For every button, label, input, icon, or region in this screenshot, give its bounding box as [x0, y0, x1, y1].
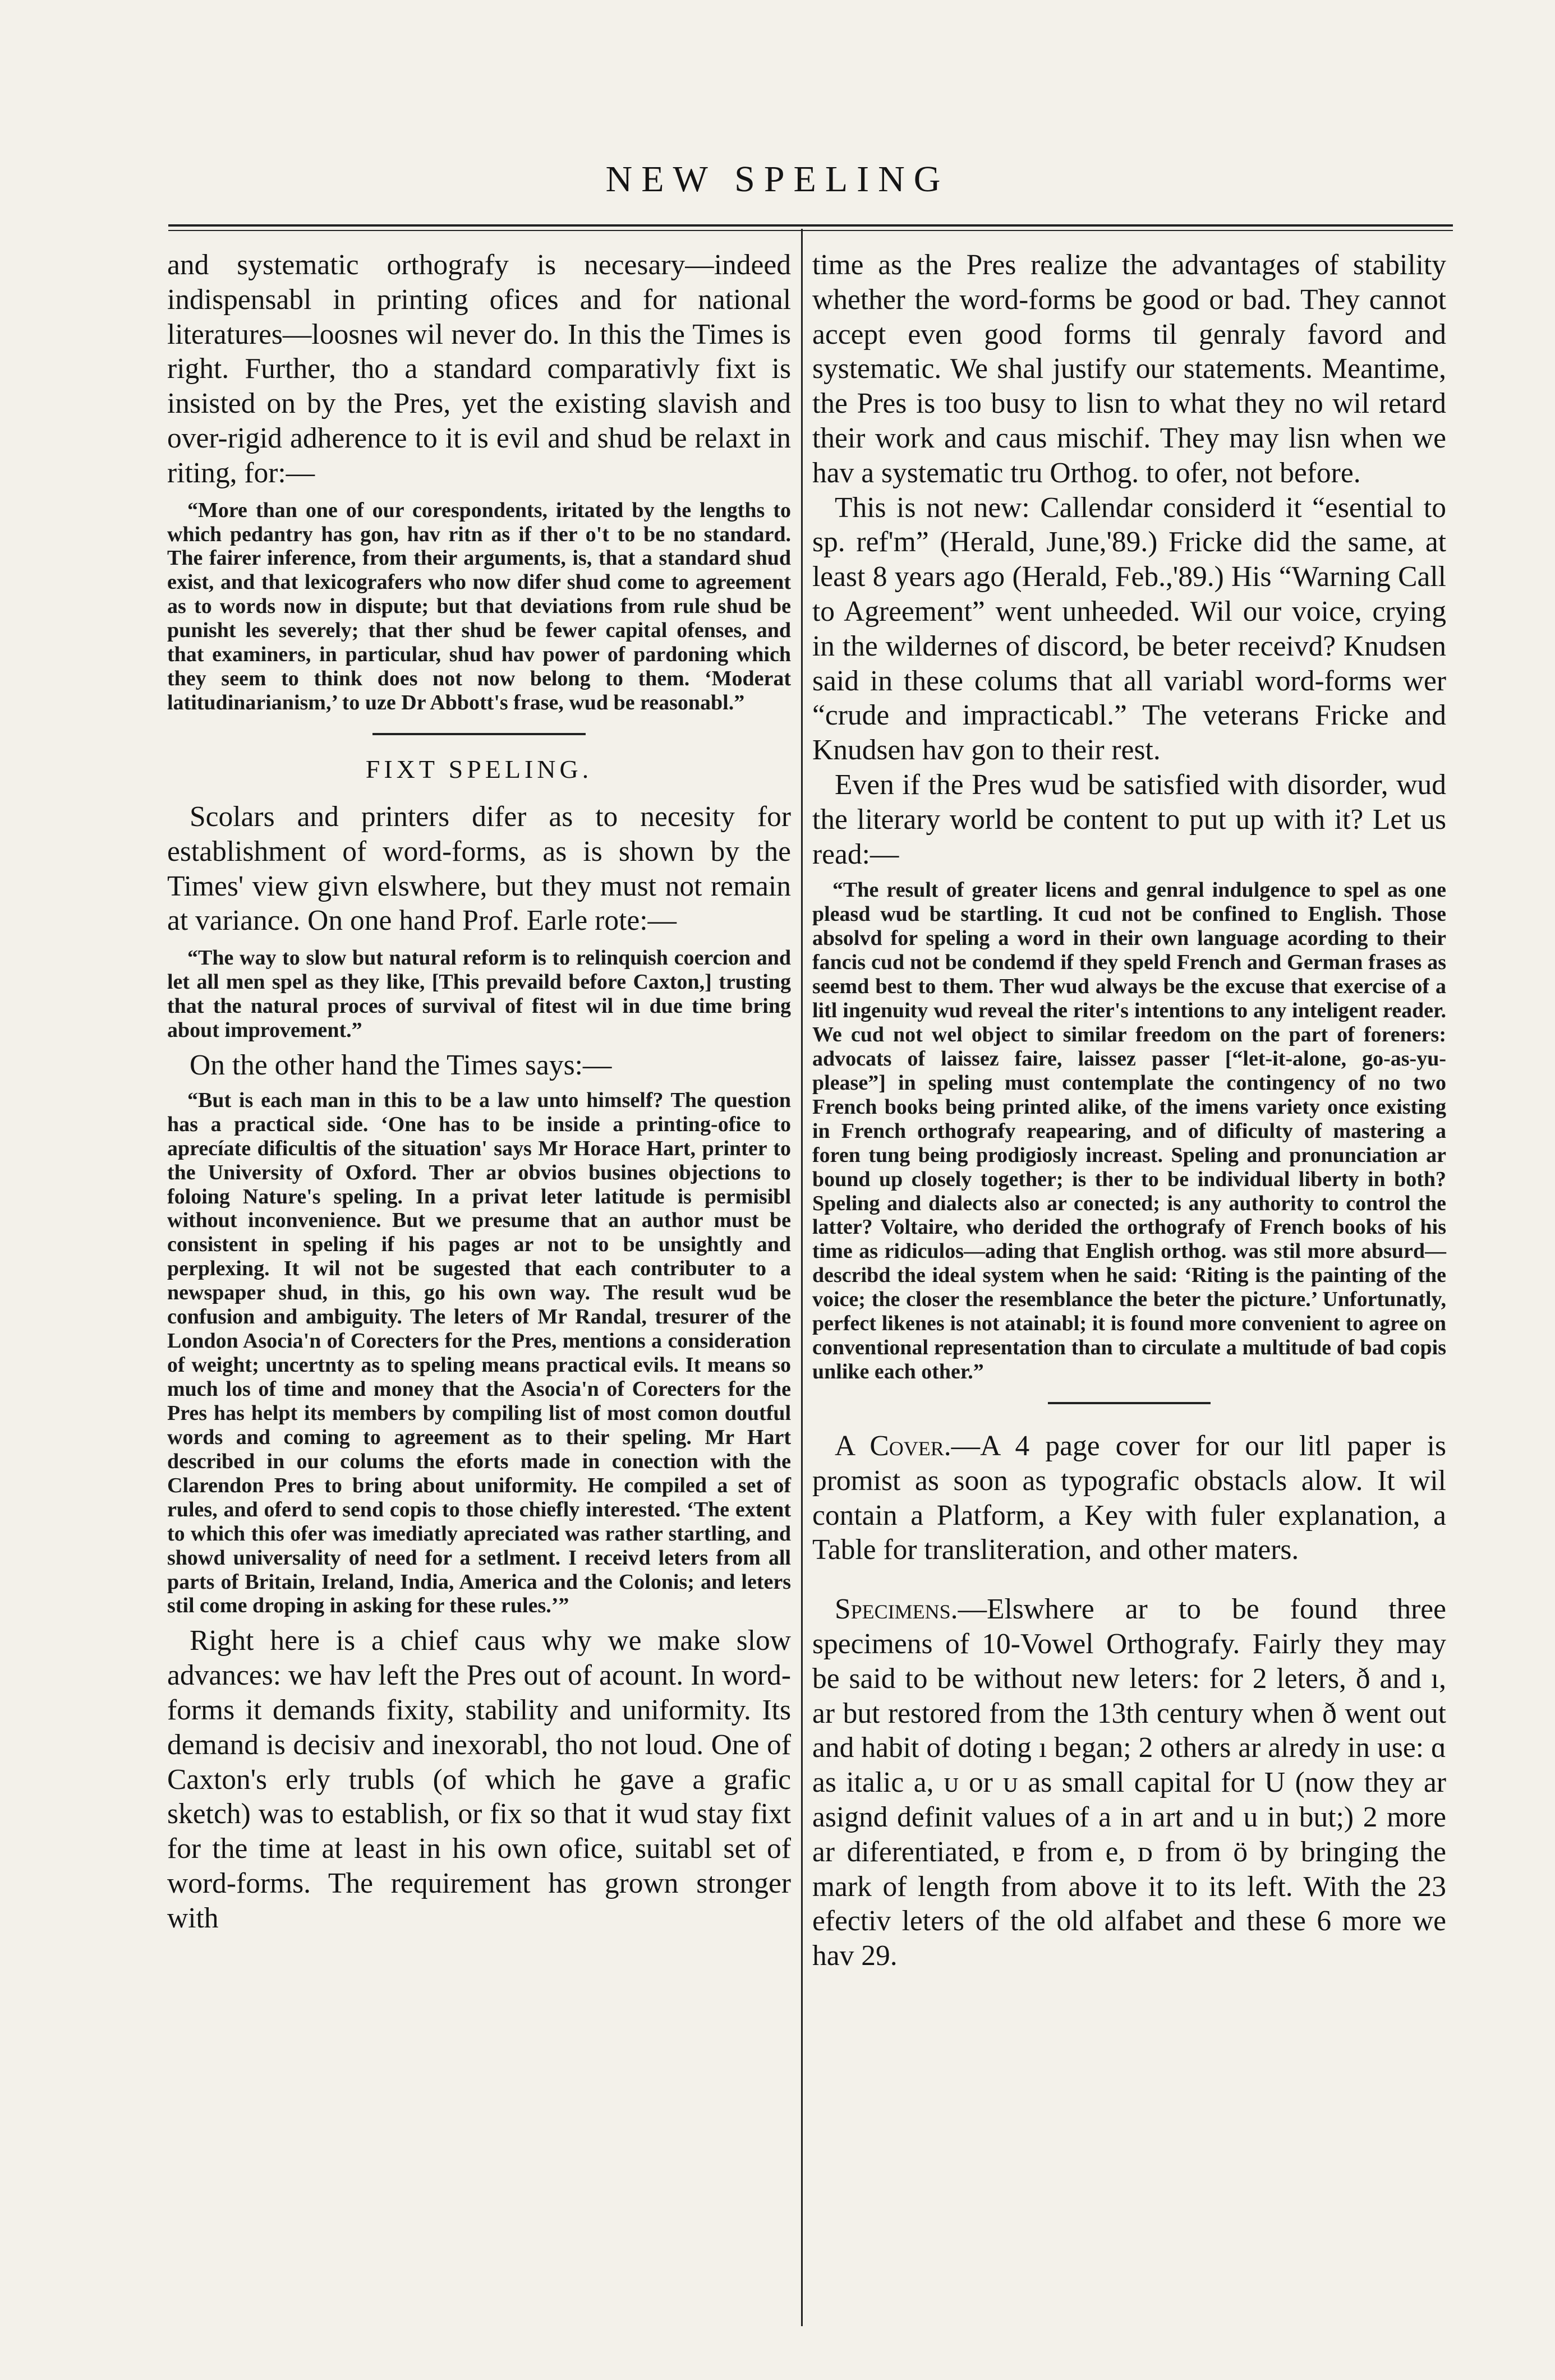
right-paragraph-3: Even if the Pres wud be satisfied with disorder, wud the literary world be content to put up with it? Let us read:— [812, 768, 1446, 870]
quote-earle: “The way to slow but natural reform is to relinquish coercion and let all men spel as they like, [This prevaild before Caxton,] trusting that the natural proces of survival of fitest wil in due time bring about improvement.” [167, 946, 791, 1043]
specimens-text: —Elswhere ar to be found three specimens of 10-Vowel Orthografy. Fairly they may be said to be without new leters: for 2 leters, ð and ı, ar but restored from the 13th century when ð went out and habit of doting ı began; 2 others ar alredy in use: ɑ as italic a, ᴜ or ᴜ as small capital for U (now they ar asignd definit values of a in art and u in but;) 2 more ar diferentiated, ɐ from e, ᴅ from ö by bringing the mark of length from above it to its left. With the 23 efectiv leters of the old alfabet and these 6 more we hav 29. [812, 1593, 1446, 1972]
right-paragraph-2: This is not new: Callendar considerd it “esential to sp. ref'm” (Herald, June,'89.) Fricke did the same, at least 8 years ago (Herald, Feb.,'89.) His “Warning Call to Agreement” went unheeded. Wil our voice, crying in the wildernes of discord, be beter receivd? Knudsen said in these colums that all variabl word-forms wer “crude and impracticabl.” The veterans Fricke and Knudsen hav gon to their rest. [812, 491, 1446, 767]
cover-paragraph [812, 1429, 1446, 1567]
page-header: NEW SPELING [605, 159, 950, 200]
intro-paragraph: and systematic orthografy is necesary—indeed indispensabl in printing ofices and for national literatures—loosnes wil never do. In this the Times is right. Further, tho a standard comparativly fixt is insisted on by the Pres, yet the existing slavish and over-rigid adherence to it is evil and shud be relaxt in riting, for:— [167, 249, 791, 489]
cover-heading: A Cover. [835, 1430, 951, 1463]
column-divider [801, 229, 803, 2326]
section-divider [372, 733, 586, 735]
left-column [167, 248, 791, 1936]
quote-literary-world: “The result of greater licens and genral indulgence to spel as one pleasd wud be startling. It cud not be confined to English. Those absolvd for speling a word in their own language acording to their fancis cud not be condemd if they speld French and German frases as seemd best to them. Ther wud always be the excuse that exercise of a litl ingenuity wud reveal the riter's intentions to any inteligent reader. We cud not wel object to similar freedom on the part of foreners: advocats of laissez faire, laissez passer [“let-it-alone, go-as-yu-please”] in speling must contemplate the contingency of no two French books being printed alike, of the imens variety once existing in French orthografy reapearing, and of dificulty of mastering a foren tung being prodigiosly increast. Speling and pronunciation ar bound up closely together; is ther to be individual liberty in both? Speling and dialects also ar conected; is any authority to control the latter? Voltaire, who derided the orthografy of French books of his time as ridiculos—ading that English orthog. was stil more absurd—describd the ideal system when he said: ‘Riting is the painting of the voice; the closer the resemblance the beter the picture.’ Unfortunatly, perfect likenes is not atainabl; it is found more convenient to agree on conventional representation than to circulate a multitude of bad copis unlike each other.” [812, 878, 1446, 1384]
specimens-heading: Specimens. [835, 1593, 958, 1626]
right-column [812, 248, 1446, 1973]
specimens-paragraph [812, 1592, 1446, 1973]
closing-paragraph: Right here is a chief caus why we make slow advances: we hav left the Pres out of acount. In word-forms it demands fixity, stability and uniformity. Its demand is decisiv and inexorabl, tho not loud. One of Caxton's erly trubls (of which he gave a grafic sketch) was to establish, or fix so that it wud stay fixt for the time at least in his own ofice, suitabl set of word-forms. The requirement has grown stronger with [167, 1625, 791, 1934]
quote-correspondents: “More than one of our corespondents, iritated by the lengths to which pedantry has gon, hav ritn as if ther o't to be no standard. The fairer inference, from their arguments, is, that a standard shud exist, and that lexicografers who now difer shud come to agreement as to words now in dispute; but that deviations from rule shud be punisht les severely; that ther shud be fewer capital ofenses, and that examiners, in particular, shud hav power of pardoning which they seem to think does not now belong to them. ‘Moderat latitudinarianism,’ to uze Dr Abbott's frase, wud be reasonabl.” [167, 498, 791, 715]
transition-paragraph: On the other hand the Times says:— [190, 1049, 612, 1081]
header-rule-thin [168, 230, 1453, 231]
header-rule [168, 224, 1453, 227]
cover-text: —A 4 page cover for our litl paper is promist as soon as typografic obstacls alow. It wil contain a Platform, a Key with fuler explanation, a Table for transliteration, and other maters. [812, 1430, 1446, 1566]
section-divider-right [1048, 1402, 1211, 1404]
section-heading-fixt-speling: FIXT SPELING. [365, 755, 593, 784]
fixt-speling-paragraph: Scolars and printers difer as to necesity for establishment of word-forms, as is shown by the Times' view givn elswhere, but they must not remain at variance. On one hand Prof. Earle rote:— [167, 801, 791, 937]
right-paragraph-1: time as the Pres realize the advantages of stability whether the word-forms be good or bad. They cannot accept even good forms til genraly favord and systematic. We shal justify our statements. Meantime, the Pres is too busy to lisn to what they no wil retard their work and caus mischif. They may lisn when we hav a systematic tru Orthog. to ofer, not before. [812, 249, 1446, 489]
quote-times: “But is each man in this to be a law unto himself? The question has a practical side. ‘One has to be inside a printing-ofice to aprecíate dificultis of the situation' says Mr Horace Hart, printer to the University of Oxford. Ther ar obvios busines objections to foloing Nature's speling. In a privat leter latitude is permisibl without inconvenience. But we presume that an author must be consistent in speling if his pages ar not to be unsightly and perplexing. It wil not be sugested that each contributer to a newspaper shud, in this, go his own way. The result wud be confusion and ambiguity. The leters of Mr Randal, tresurer of the London Asocia'n of Corecters for the Pres, mentions a consideration of weight; uncertnty as to speling means practical evils. It means so much los of time and money that the Asocia'n of Corecters for the Pres has helpt its members by compiling list of most comon doutful words and coming to agreement as to their speling. Mr Hart described in our colums the eforts made in conection with the Clarendon Pres to bring about uniformity. He compiled a set of rules, and oferd to send copis to those chiefly interested. ‘The extent to which this ofer was imediatly apreciated was rather startling, and showd universality of need for a setlment. I receivd leters from all parts of Britain, Ireland, India, America and the Colonis; and leters stil come droping in asking for these rules.’” [167, 1088, 791, 1618]
